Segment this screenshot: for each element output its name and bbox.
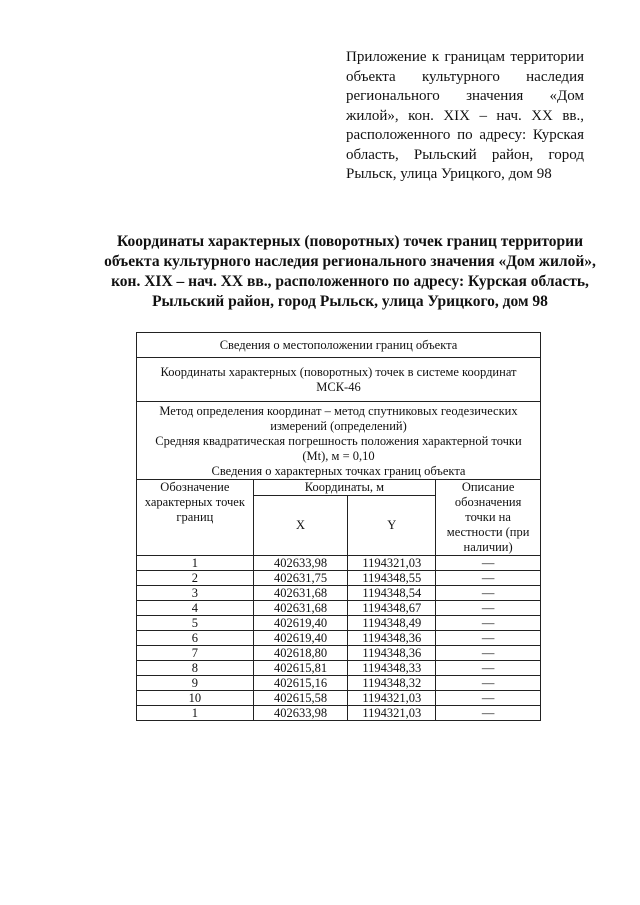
- header-designation: Обозначение характерных точек границ: [137, 480, 254, 556]
- point-description: —: [436, 631, 541, 646]
- point-description: —: [436, 616, 541, 631]
- point-y: 1194348,33: [348, 661, 436, 676]
- point-number: 1: [137, 706, 254, 721]
- point-description: —: [436, 676, 541, 691]
- table-row: [137, 646, 541, 661]
- point-y: 1194348,67: [348, 601, 436, 616]
- point-x: 402631,75: [253, 571, 348, 586]
- title-line: Координаты характерных (поворотных) точек границ территории: [116, 233, 584, 250]
- method-line: измерений (определений): [270, 419, 407, 433]
- point-description: —: [436, 601, 541, 616]
- title-line: кон. XIX – нач. XX вв., расположенного по адресу: Курская область,: [111, 273, 589, 290]
- point-x: 402633,98: [253, 556, 348, 571]
- annex-line: область, Рыльский район, город: [346, 146, 584, 163]
- point-number: 1: [137, 556, 254, 571]
- point-number: 6: [137, 631, 254, 646]
- coordinates-table: [136, 332, 541, 721]
- point-x: 402615,81: [253, 661, 348, 676]
- point-number: 2: [137, 571, 254, 586]
- point-y: 1194321,03: [348, 706, 436, 721]
- table-row: [137, 571, 541, 586]
- section-coordinate-system: Координаты характерных (поворотных) точек в системе координат МСК-46: [137, 358, 541, 402]
- table-row: [137, 586, 541, 601]
- section-method: [137, 402, 541, 480]
- points-info-line: Сведения о характерных точках границ объекта: [211, 464, 466, 478]
- annex-line: Приложение к границам территории: [346, 49, 584, 65]
- header-coordinates: Координаты, м: [253, 480, 436, 496]
- point-description: —: [436, 571, 541, 586]
- point-y: 1194348,55: [348, 571, 436, 586]
- point-x: 402631,68: [253, 586, 348, 601]
- point-description: —: [436, 706, 541, 721]
- point-y: 1194321,03: [348, 691, 436, 706]
- point-number: 5: [137, 616, 254, 631]
- table-row: [137, 676, 541, 691]
- point-y: 1194348,36: [348, 631, 436, 646]
- point-number: 9: [137, 676, 254, 691]
- annex-line: Рыльск, улица Урицкого, дом 98: [346, 166, 552, 182]
- table-row: [137, 661, 541, 676]
- point-number: 4: [137, 601, 254, 616]
- table-row: [137, 616, 541, 631]
- annex-note: [346, 48, 584, 185]
- annex-line: жилой», кон. XIX – нач. XX вв.,: [346, 107, 584, 124]
- title-line: объекта культурного наследия регионального значения «Дом жилой»,: [104, 253, 596, 270]
- point-y: 1194321,03: [348, 556, 436, 571]
- header-y: Y: [348, 496, 436, 556]
- point-description: —: [436, 691, 541, 706]
- point-x: 402615,58: [253, 691, 348, 706]
- point-number: 8: [137, 661, 254, 676]
- point-x: 402619,40: [253, 616, 348, 631]
- point-x: 402633,98: [253, 706, 348, 721]
- point-x: 402619,40: [253, 631, 348, 646]
- point-description: —: [436, 556, 541, 571]
- table-row: [137, 556, 541, 571]
- method-line: Метод определения координат – метод спутниковых геодезических: [159, 404, 518, 418]
- table-row: [137, 601, 541, 616]
- point-x: 402615,16: [253, 676, 348, 691]
- point-number: 10: [137, 691, 254, 706]
- point-description: —: [436, 661, 541, 676]
- point-y: 1194348,36: [348, 646, 436, 661]
- point-number: 3: [137, 586, 254, 601]
- point-y: 1194348,49: [348, 616, 436, 631]
- accuracy-line: Средняя квадратическая погрешность положения характерной точки: [155, 434, 522, 448]
- annex-line: объекта культурного наследия: [346, 68, 584, 85]
- header-description: Описание обозначения точки на местности (при наличии): [436, 480, 541, 556]
- document-title: [60, 232, 640, 312]
- point-y: 1194348,54: [348, 586, 436, 601]
- title-line: Рыльский район, город Рыльск, улица Урицкого, дом 98: [152, 293, 548, 310]
- point-description: —: [436, 646, 541, 661]
- point-x: 402618,80: [253, 646, 348, 661]
- section-location-header: Сведения о местоположении границ объекта: [137, 333, 541, 358]
- point-y: 1194348,32: [348, 676, 436, 691]
- table-row: [137, 631, 541, 646]
- table-row: [137, 706, 541, 721]
- point-x: 402631,68: [253, 601, 348, 616]
- point-description: —: [436, 586, 541, 601]
- table-row: [137, 691, 541, 706]
- annex-line: расположенного по адресу: Курская: [346, 127, 584, 143]
- point-number: 7: [137, 646, 254, 661]
- annex-line: регионального значения «Дом: [346, 88, 584, 104]
- accuracy-line: (Mt), м = 0,10: [302, 449, 375, 463]
- header-x: X: [253, 496, 348, 556]
